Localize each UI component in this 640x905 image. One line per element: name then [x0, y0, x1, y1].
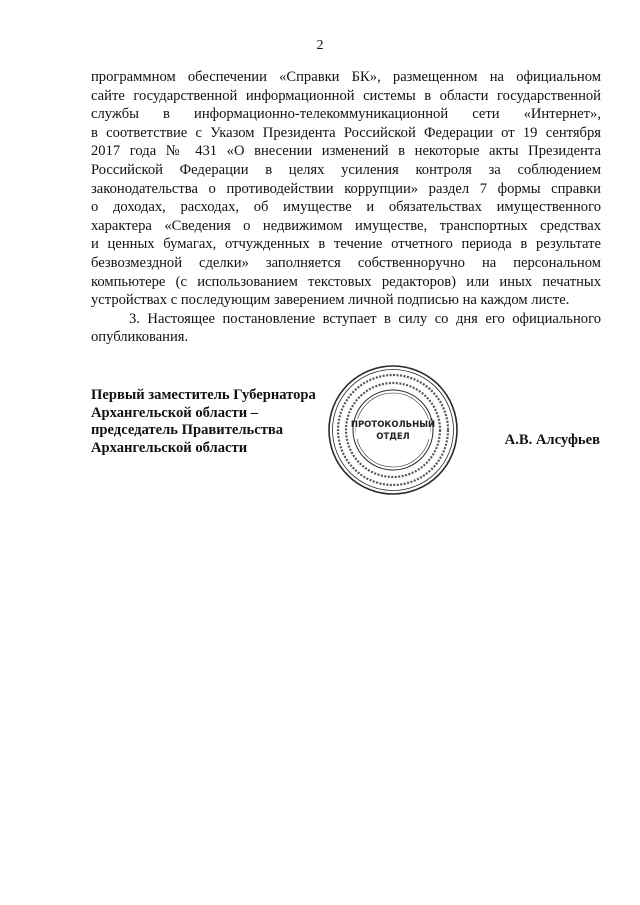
signature-title-line: Архангельской области – [91, 404, 259, 421]
text-line: и ценных бумагах, отчужденных в течение отчетного периода в результате [91, 236, 601, 253]
text-line: компьютере (с использованием текстовых редакторов) или иных печатных [91, 273, 601, 290]
text-line: службы в информационно-телекоммуникационной сети «Интернет», [91, 106, 601, 123]
text-line: устройствах с последующим заверением личной подписью на каждом листе. [91, 292, 570, 309]
body-text [91, 68, 601, 347]
text-line: 2017 года № 431 «О внесении изменений в некоторые акты Президента [91, 143, 601, 160]
signature-title-line: председатель Правительства [91, 422, 284, 439]
page-number: 2 [316, 38, 324, 53]
text-line: характера «Сведения о недвижимом имуществе, транспортных средствах [91, 217, 601, 234]
text-line: программном обеспечении «Справки БК», размещенном на официальном [91, 69, 601, 85]
text-line: в соответствие с Указом Президента Российской Федерации от 19 сентября [91, 124, 601, 141]
text-line: сайте государственной информационной системы в области государственной [91, 87, 601, 104]
signatory-name: А.В. Алсуфьев [504, 432, 600, 448]
text-line: Российской Федерации в целях усиления контроля за соблюдением [91, 161, 601, 178]
stamp-center-line: ОТДЕЛ [376, 432, 410, 442]
text-line: опубликования. [91, 329, 189, 346]
official-stamp [326, 363, 460, 497]
signature-title [91, 387, 316, 457]
text-line: 3. Настоящее постановление вступает в силу со дня его официального [129, 310, 601, 327]
paragraph-2 [91, 310, 601, 347]
paragraph-1 [91, 68, 601, 310]
text-line: о доходах, расходах, об имуществе и обязательствах имущественного [91, 199, 601, 216]
text-line: законодательства о противодействии коррупции» раздел 7 формы справки [91, 180, 601, 197]
signature-title-line: Первый заместитель Губернатора [91, 387, 316, 403]
text-line: безвозмездной сделки» заполняется собственноручно на персональном [91, 254, 601, 271]
stamp-center-line: ПРОТОКОЛЬНЫЙ [350, 420, 436, 430]
signature-title-line: Архангельской области [91, 439, 248, 456]
